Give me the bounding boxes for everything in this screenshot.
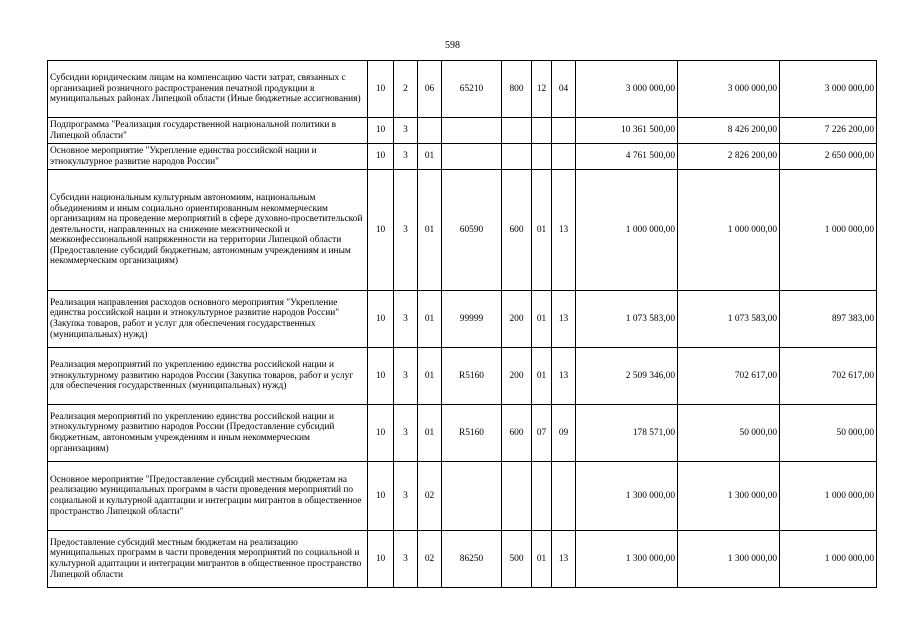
section-code: 10 <box>368 118 394 144</box>
amount-year-3: 1 000 000,00 <box>780 170 877 291</box>
direction-code: 99999 <box>442 291 502 348</box>
amount-year-3: 1 000 000,00 <box>780 531 877 588</box>
table-row <box>48 170 877 291</box>
table-row <box>48 144 877 170</box>
section-code: 10 <box>368 291 394 348</box>
amount-year-2: 3 000 000,00 <box>678 61 780 118</box>
chapter-code <box>532 462 552 531</box>
expense-type-code <box>502 118 532 144</box>
expense-type-code <box>502 462 532 531</box>
expense-type-code: 600 <box>502 405 532 462</box>
row-description: Реализация направления расходов основного мероприятия "Укрепление единства российской нации и этнокультурное развитие народов России" (Закупка товаров, работ и услуг для обеспечения государственных (муниципальных) нужд) <box>48 291 368 348</box>
main-event-code: 01 <box>418 170 442 291</box>
expense-type-code: 200 <box>502 291 532 348</box>
row-description: Основное мероприятие "Укрепление единства российской нации и этнокультурное развитие народов России" <box>48 144 368 170</box>
section-code: 10 <box>368 144 394 170</box>
subchapter-code: 13 <box>552 348 576 405</box>
table-row <box>48 462 877 531</box>
direction-code <box>442 118 502 144</box>
row-description: Реализация мероприятий по укреплению единства российской нации и этнокультурному развитию народов России (Закупка товаров, работ и услуг для обеспечения государственных (муниципальных) нужд) <box>48 348 368 405</box>
amount-year-3: 7 226 200,00 <box>780 118 877 144</box>
main-event-code: 01 <box>418 405 442 462</box>
subsection-code: 3 <box>394 118 418 144</box>
subchapter-code <box>552 118 576 144</box>
row-description: Предоставление субсидий местным бюджетам на реализацию муниципальных программ в части проведения мероприятий по социальной и культурной адаптации и интеграции мигрантов в общественное пространство Липецкой области <box>48 531 368 588</box>
amount-year-1: 1 300 000,00 <box>576 531 678 588</box>
amount-year-3: 702 617,00 <box>780 348 877 405</box>
subsection-code: 3 <box>394 405 418 462</box>
section-code: 10 <box>368 348 394 405</box>
expense-type-code <box>502 144 532 170</box>
subsection-code: 3 <box>394 348 418 405</box>
subsection-code: 3 <box>394 170 418 291</box>
subsection-code: 3 <box>394 462 418 531</box>
amount-year-2: 1 300 000,00 <box>678 531 780 588</box>
subchapter-code: 13 <box>552 170 576 291</box>
expense-type-code: 500 <box>502 531 532 588</box>
row-description: Субсидии юридическим лицам на компенсацию части затрат, связанных с организацией розничного распространения печатной продукции в муниципальных районах Липецкой области (Иные бюджетные ассигнования) <box>48 61 368 118</box>
main-event-code: 01 <box>418 348 442 405</box>
amount-year-2: 1 000 000,00 <box>678 170 780 291</box>
main-event-code: 02 <box>418 462 442 531</box>
direction-code: R5160 <box>442 405 502 462</box>
subchapter-code: 13 <box>552 531 576 588</box>
section-code: 10 <box>368 170 394 291</box>
subchapter-code: 13 <box>552 291 576 348</box>
subsection-code: 2 <box>394 61 418 118</box>
amount-year-2: 50 000,00 <box>678 405 780 462</box>
amount-year-3: 897 383,00 <box>780 291 877 348</box>
amount-year-1: 10 361 500,00 <box>576 118 678 144</box>
amount-year-3: 50 000,00 <box>780 405 877 462</box>
subchapter-code <box>552 144 576 170</box>
chapter-code <box>532 118 552 144</box>
amount-year-3: 1 000 000,00 <box>780 462 877 531</box>
chapter-code <box>532 144 552 170</box>
chapter-code: 01 <box>532 531 552 588</box>
chapter-code: 01 <box>532 291 552 348</box>
table-row <box>48 531 877 588</box>
amount-year-1: 3 000 000,00 <box>576 61 678 118</box>
direction-code: 86250 <box>442 531 502 588</box>
table-row <box>48 348 877 405</box>
row-description: Подпрограмма "Реализация государственной национальной политики в Липецкой области" <box>48 118 368 144</box>
table-row <box>48 405 877 462</box>
budget-table <box>47 60 877 588</box>
main-event-code: 06 <box>418 61 442 118</box>
amount-year-1: 2 509 346,00 <box>576 348 678 405</box>
direction-code: 60590 <box>442 170 502 291</box>
row-description: Основное мероприятие "Предоставление субсидий местным бюджетам на реализацию муниципальных программ в части проведения мероприятий по социальной и культурной адаптации и интеграции мигрантов в общественное пространство Липецкой области" <box>48 462 368 531</box>
amount-year-3: 3 000 000,00 <box>780 61 877 118</box>
expense-type-code: 800 <box>502 61 532 118</box>
main-event-code: 02 <box>418 531 442 588</box>
subsection-code: 3 <box>394 531 418 588</box>
chapter-code: 01 <box>532 170 552 291</box>
chapter-code: 01 <box>532 348 552 405</box>
direction-code <box>442 144 502 170</box>
expense-type-code: 200 <box>502 348 532 405</box>
main-event-code <box>418 118 442 144</box>
amount-year-2: 2 826 200,00 <box>678 144 780 170</box>
direction-code <box>442 462 502 531</box>
section-code: 10 <box>368 462 394 531</box>
amount-year-1: 1 300 000,00 <box>576 462 678 531</box>
amount-year-2: 8 426 200,00 <box>678 118 780 144</box>
subchapter-code: 04 <box>552 61 576 118</box>
row-description: Субсидии национальным культурным автономиям, национальным объединениям и иным социально ориентированным некоммерческим организациям на проведение мероприятий в сфере духовно-просветительской деятельности, направленных на снижение межэтнической и межконфессиональной напряженности на территории Липецкой области (Предоставление субсидий бюджетным, автономным учреждениям и иным некоммерческим организациям) <box>48 170 368 291</box>
amount-year-1: 4 761 500,00 <box>576 144 678 170</box>
row-description: Реализация мероприятий по укреплению единства российской нации и этнокультурному развитию народов России (Предоставление субсидий бюджетным, автономным учреждениям и иным некоммерческим организациям) <box>48 405 368 462</box>
amount-year-2: 702 617,00 <box>678 348 780 405</box>
section-code: 10 <box>368 531 394 588</box>
subchapter-code: 09 <box>552 405 576 462</box>
table-row <box>48 118 877 144</box>
main-event-code: 01 <box>418 291 442 348</box>
page-number: 598 <box>445 40 460 51</box>
expense-type-code: 600 <box>502 170 532 291</box>
table-row <box>48 61 877 118</box>
section-code: 10 <box>368 61 394 118</box>
subsection-code: 3 <box>394 144 418 170</box>
direction-code: R5160 <box>442 348 502 405</box>
direction-code: 65210 <box>442 61 502 118</box>
subsection-code: 3 <box>394 291 418 348</box>
amount-year-1: 1 073 583,00 <box>576 291 678 348</box>
main-event-code: 01 <box>418 144 442 170</box>
chapter-code: 07 <box>532 405 552 462</box>
chapter-code: 12 <box>532 61 552 118</box>
subchapter-code <box>552 462 576 531</box>
amount-year-1: 1 000 000,00 <box>576 170 678 291</box>
amount-year-1: 178 571,00 <box>576 405 678 462</box>
amount-year-2: 1 073 583,00 <box>678 291 780 348</box>
table-row <box>48 291 877 348</box>
amount-year-2: 1 300 000,00 <box>678 462 780 531</box>
section-code: 10 <box>368 405 394 462</box>
amount-year-3: 2 650 000,00 <box>780 144 877 170</box>
